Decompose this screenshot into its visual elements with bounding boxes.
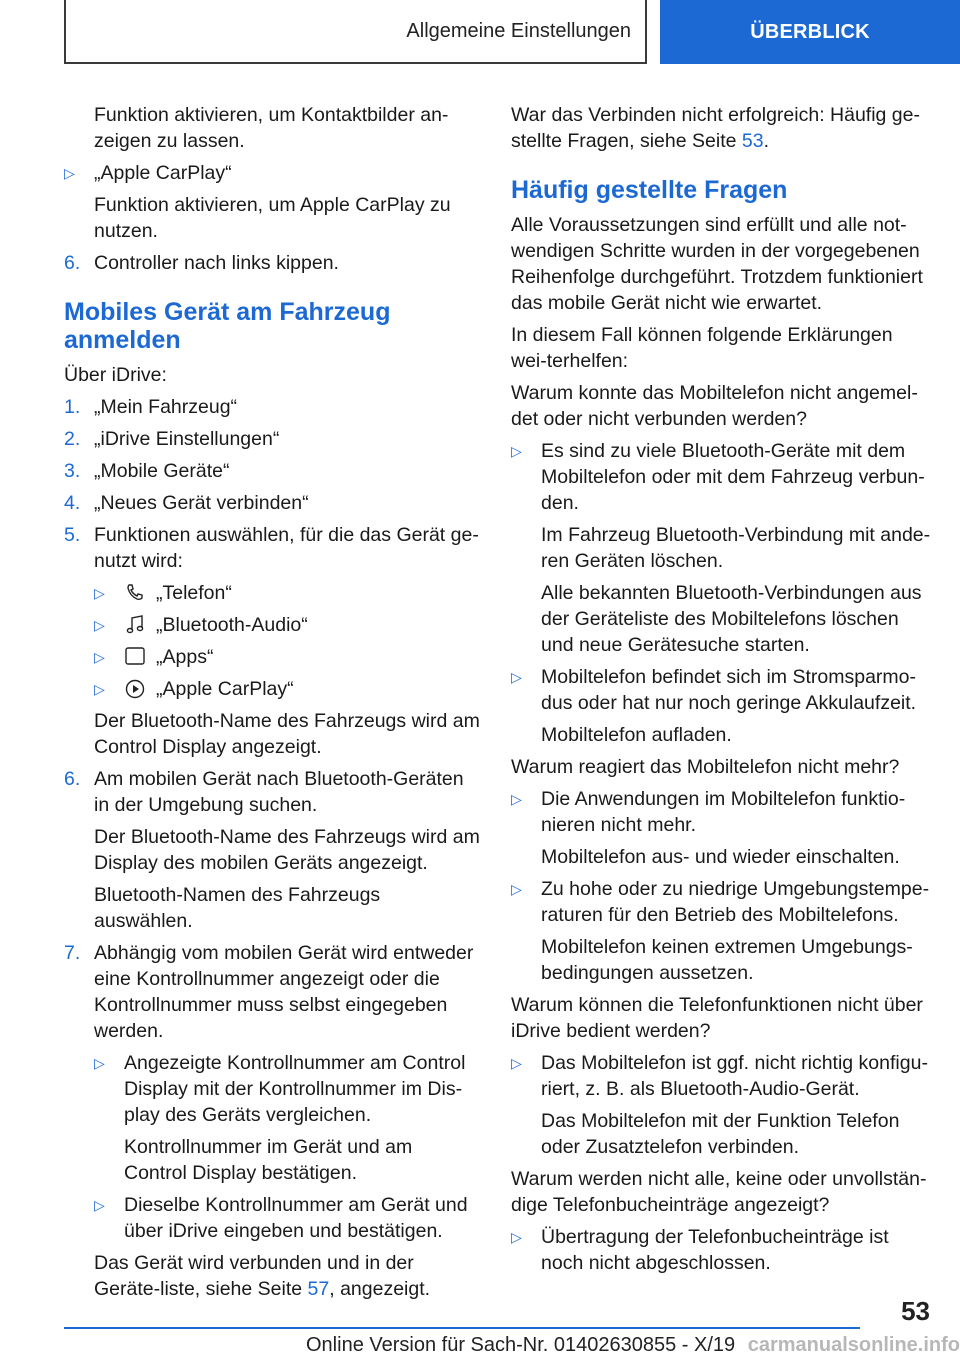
paragraph: Mobiltelefon keinen extremen Umgebungs-bedingungen aussetzen. [541,936,913,984]
list-item [511,876,931,928]
paragraph: In diesem Fall können folgende Erklärungen wei-terhelfen: [511,324,893,372]
page-number: 53 [901,1296,930,1326]
step-number: 6. [64,252,81,274]
step-number: 6. [64,768,81,790]
left-column [64,102,480,1308]
bullet-triangle-icon: ▷ [94,1197,105,1213]
paragraph [64,1250,480,1302]
function-item [64,580,480,606]
function-item [64,644,480,670]
function-label: „Bluetooth-Audio“ [156,614,308,636]
header-section-tab [64,0,647,64]
list-item [64,1050,480,1128]
paragraph [511,102,931,154]
paragraph: Im Fahrzeug Bluetooth-Verbindung mit ande-ren Geräten löschen. [541,524,931,572]
step-text: „Mobile Geräte“ [94,460,230,482]
list-item-text: Angezeigte Kontrollnummer am Control Display mit der Kontrollnummer im Dis-play des Geräts vergleichen. [124,1052,466,1126]
function-label: „Apps“ [156,646,214,668]
page-link[interactable]: 53 [741,130,764,152]
question: Warum reagiert das Mobiltelefon nicht mehr? [511,756,900,778]
text: War das Verbinden nicht erfolgreich: Häufig ge-stellte Fragen, siehe Seite [511,104,920,152]
watermark: carmanualsonline.info [747,1334,960,1356]
list-item [511,438,931,516]
paragraph: Der Bluetooth-Name des Fahrzeugs wird am Display des mobilen Geräts angezeigt. [94,826,480,874]
step-text: Funktionen auswählen, für die das Gerät ge-nutzt wird: [94,524,479,572]
list-item-text: Übertragung der Telefonbucheinträge ist noch nicht abgeschlossen. [541,1226,889,1274]
function-item [64,612,480,638]
question: Warum können die Telefonfunktionen nicht über iDrive bedient werden? [511,994,923,1042]
list-item [511,664,931,716]
footer-online-version: Online Version für Sach-Nr. 01402630855 - X/19 [306,1334,736,1356]
function-label: „Telefon“ [156,582,232,604]
phone-icon [124,582,148,602]
step-text: „Mein Fahrzeug“ [94,396,238,418]
step-number: 5. [64,524,81,546]
list-item [64,160,480,186]
bullet-triangle-icon: ▷ [511,1055,522,1071]
bullet-triangle-icon: ▷ [64,165,75,181]
paragraph: Der Bluetooth-Name des Fahrzeugs wird am Control Display angezeigt. [94,710,480,758]
paragraph: Bluetooth-Namen des Fahrzeugs auswählen. [94,884,381,932]
paragraph: Mobiltelefon aus- und wieder einschalten. [541,846,900,868]
paragraph: Über iDrive: [64,364,167,386]
step-6b [64,766,480,818]
step-7 [64,940,480,1044]
bullet-triangle-icon: ▷ [94,681,105,697]
function-item [64,676,480,702]
right-column [511,102,931,1282]
step-number: 4. [64,492,81,514]
text: Das Gerät wird verbunden und in der Geräte-liste, siehe Seite [94,1252,414,1300]
music-note-icon [124,614,148,634]
step-3 [64,458,480,484]
list-item [64,1192,480,1244]
paragraph: Mobiltelefon aufladen. [541,724,732,746]
apps-square-icon [124,646,148,666]
bullet-triangle-icon: ▷ [511,1229,522,1245]
step-number: 2. [64,428,81,450]
step-text: „Neues Gerät verbinden“ [94,492,309,514]
question: Warum konnte das Mobiltelefon nicht angemel-det oder nicht verbunden werden? [511,382,918,430]
list-item [511,1224,931,1276]
step-4 [64,490,480,516]
section-heading: Mobiles Gerät am Fahrzeug anmelden [64,298,391,354]
step-text: Abhängig vom mobilen Gerät wird entweder eine Kontrollnummer angezeigt oder die Kontrollnummer muss selbst eingegeben werden. [94,942,474,1042]
play-circle-icon [124,678,148,698]
bullet-triangle-icon: ▷ [94,617,105,633]
step-6 [64,250,480,276]
step-text: „iDrive Einstellungen“ [94,428,280,450]
paragraph: Kontrollnummer im Gerät und am Control Display bestätigen. [124,1136,413,1184]
list-item-text: Dieselbe Kontrollnummer am Gerät und über iDrive eingeben und bestätigen. [124,1194,468,1242]
text: . [763,130,770,152]
paragraph: Alle bekannten Bluetooth-Verbindungen aus der Geräteliste des Mobiltelefons löschen und neue Gerätesuche starten. [541,582,922,656]
text: , angezeigt. [329,1278,431,1300]
list-item [511,1050,931,1102]
list-item-text: Die Anwendungen im Mobiltelefon funktio-nieren nicht mehr. [541,788,906,836]
function-label: „Apple CarPlay“ [156,678,294,700]
list-item-text: Zu hohe oder zu niedrige Umgebungstempe-raturen für den Betrieb des Mobiltelefons. [541,878,930,926]
page-link[interactable]: 57 [307,1278,330,1300]
bullet-triangle-icon: ▷ [511,443,522,459]
list-item-text: Mobiltelefon befindet sich im Stromsparmo-dus oder hat nur noch geringe Akkulaufzeit. [541,666,917,714]
header-chapter-tab[interactable] [660,0,960,64]
bullet-triangle-icon: ▷ [94,1055,105,1071]
bullet-triangle-icon: ▷ [94,649,105,665]
step-number: 3. [64,460,81,482]
paragraph: Funktion aktivieren, um Apple CarPlay zu nutzen. [94,194,451,242]
step-1 [64,394,480,420]
bullet-triangle-icon: ▷ [511,669,522,685]
list-item-text: Das Mobiltelefon ist ggf. nicht richtig konfigu-riert, z. B. als Bluetooth-Audio-Gerät. [541,1052,928,1100]
header-chapter-title: ÜBERBLICK [750,21,870,43]
step-5 [64,522,480,574]
footer-divider [64,1327,860,1329]
bullet-triangle-icon: ▷ [94,585,105,601]
list-item-text: „Apple CarPlay“ [94,162,232,184]
section-heading: Häufig gestellte Fragen [511,176,788,204]
paragraph: Alle Voraussetzungen sind erfüllt und alle not-wendigen Schritte wurden in der vorgegebenen Reihenfolge durchgeführt. Trotzdem funktioniert das mobile Gerät nicht wie erwartet. [511,214,923,314]
paragraph: Funktion aktivieren, um Kontaktbilder an-zeigen zu lassen. [94,104,449,152]
header-section-title: Allgemeine Einstellungen [406,20,631,42]
list-item [511,786,931,838]
bullet-triangle-icon: ▷ [511,791,522,807]
step-number: 1. [64,396,81,418]
step-text: Am mobilen Gerät nach Bluetooth-Geräten in der Umgebung suchen. [94,768,464,816]
list-item-text: Es sind zu viele Bluetooth-Geräte mit dem Mobiltelefon oder mit dem Fahrzeug verbun-den. [541,440,925,514]
step-number: 7. [64,942,81,964]
step-text: Controller nach links kippen. [94,252,339,274]
paragraph: Das Mobiltelefon mit der Funktion Telefon oder Zusatztelefon verbinden. [541,1110,900,1158]
question: Warum werden nicht alle, keine oder unvollstän-dige Telefonbucheinträge angezeigt? [511,1168,927,1216]
bullet-triangle-icon: ▷ [511,881,522,897]
step-2 [64,426,480,452]
